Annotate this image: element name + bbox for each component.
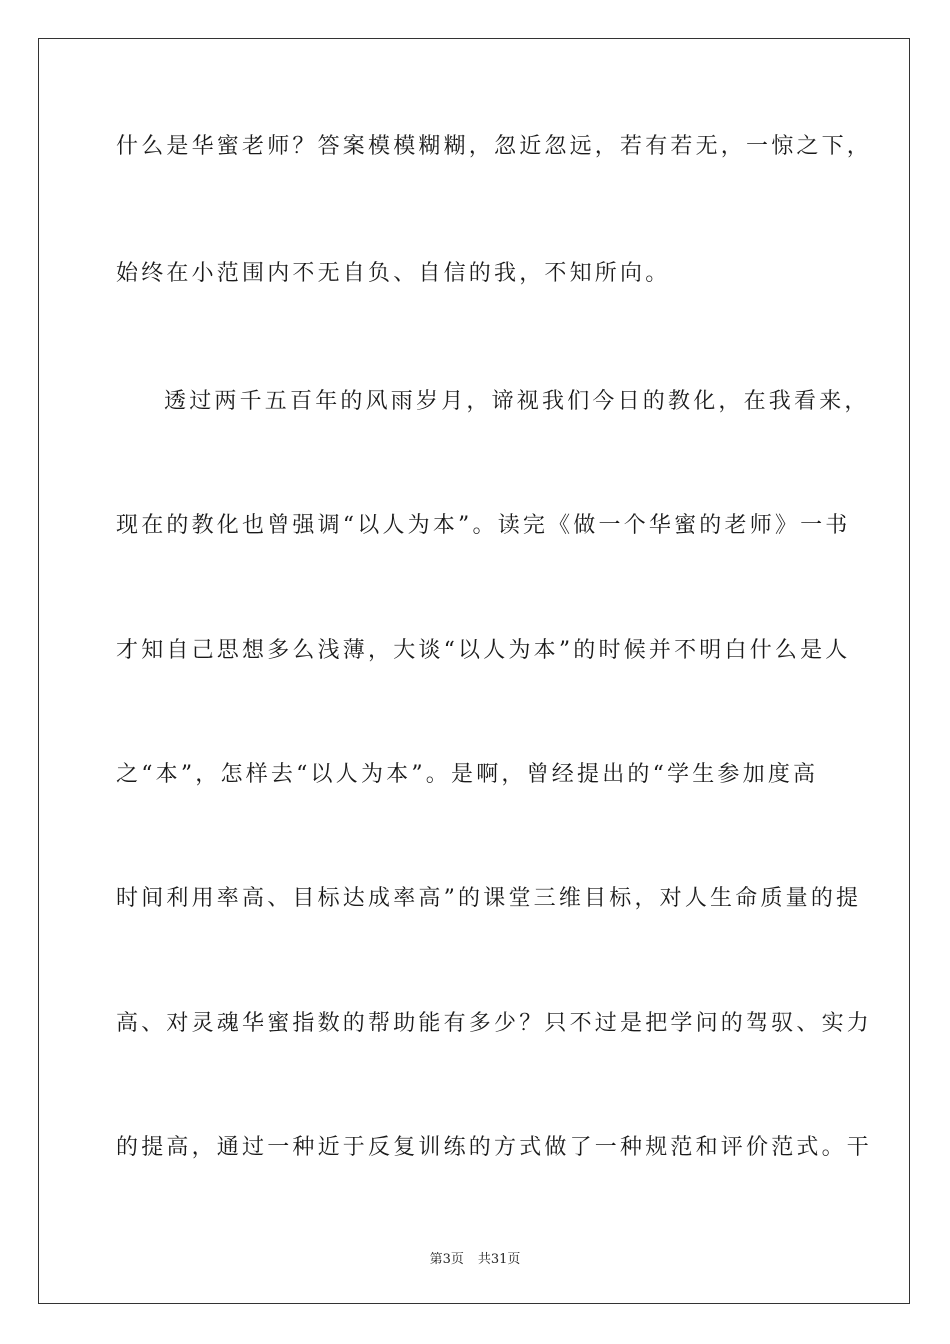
text-line: 高、对灵魂华蜜指数的帮助能有多少？只不过是把学问的驾驭、实力 bbox=[116, 1011, 873, 1036]
text-line: 始终在小范围内不无自负、自信的我，不知所向。 bbox=[116, 261, 671, 286]
page-border bbox=[38, 38, 910, 1304]
text-line: 时间利用率高、目标达成率高”的课堂三维目标，对人生命质量的提 bbox=[116, 886, 862, 911]
page-number: 第3页 bbox=[429, 1252, 464, 1267]
page-total: 共31页 bbox=[477, 1252, 521, 1267]
paragraph-first-line: 透过两千五百年的风雨岁月，谛视我们今日的教化，在我看来， bbox=[164, 389, 870, 414]
page-footer bbox=[0, 1248, 950, 1267]
text-line: 什么是华蜜老师？答案模模糊糊，忽近忽远，若有若无，一惊之下， bbox=[116, 134, 873, 159]
text-line: 才知自己思想多么浅薄，大谈“以人为本”的时候并不明白什么是人 bbox=[116, 638, 851, 663]
text-line: 之“本”，怎样去“以人为本”。是啊，曾经提出的“学生参加度高 bbox=[116, 762, 819, 787]
text-line: 的提高，通过一种近于反复训练的方式做了一种规范和评价范式。干 bbox=[116, 1135, 873, 1160]
text-line: 现在的教化也曾强调“以人为本”。读完《做一个华蜜的老师》一书 bbox=[116, 513, 851, 538]
